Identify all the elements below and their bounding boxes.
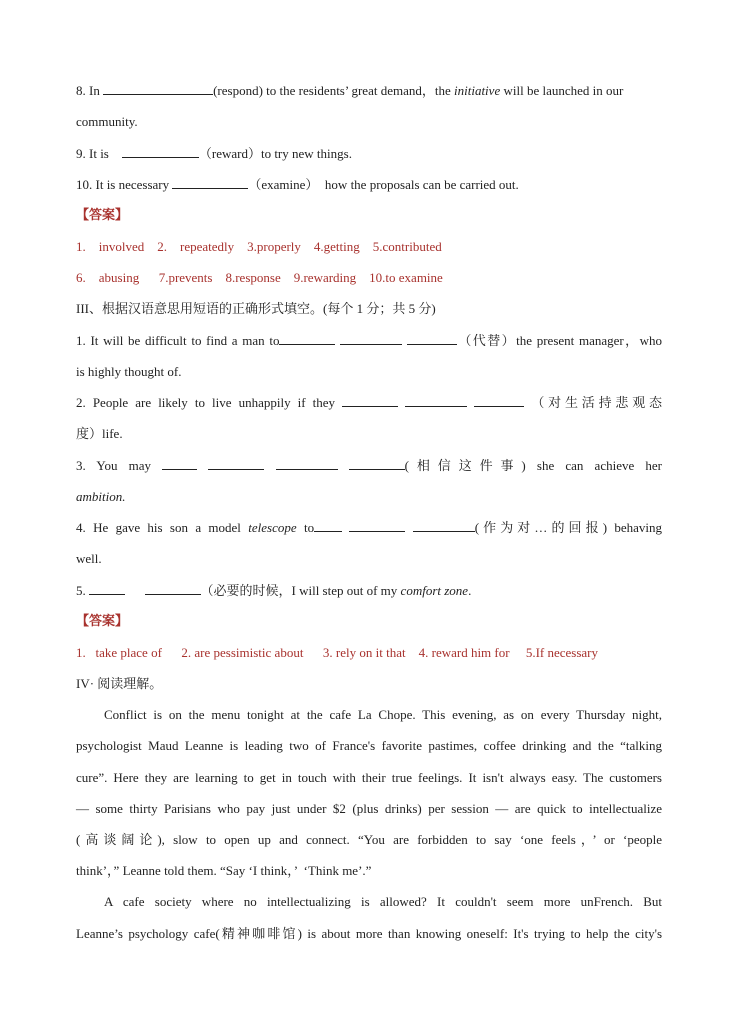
- phrase-1-line-1: 1. It will be difficult to find a man to （代替）the present manager，who: [76, 333, 663, 348]
- reading-p1-line-5: (高谈阔论), slow to open up and connect. “You are forbidden to say ‘one feels，’ or ‘people: [76, 832, 662, 847]
- blank[interactable]: [407, 332, 457, 345]
- blank[interactable]: [413, 519, 475, 532]
- question-8-line-1: 8. In (respond) to the residents’ great demand，the initiative will be launched in our: [76, 83, 624, 98]
- blank[interactable]: [474, 394, 524, 407]
- phrase-5: 5. （必要的时候，I will step out of my comfort zone.: [76, 583, 472, 598]
- blank[interactable]: [276, 457, 338, 470]
- reading-p2-line-1: A cafe society where no intellectualizing is allowed? It couldn't seem more unFrench. But: [104, 894, 662, 909]
- answer-label-1: 【答案】: [76, 208, 129, 223]
- reading-p1-line-3: cure”. Here they are learning to get in touch with their true feelings. It isn't always easy. The customers: [76, 770, 662, 785]
- blank[interactable]: [162, 457, 197, 470]
- blank[interactable]: [340, 332, 402, 345]
- phrase-4-line-1: 4. He gave his son a model telescope to (作为对…的回报) behaving: [76, 520, 662, 535]
- blank[interactable]: [342, 394, 398, 407]
- phrase-2-line-2: 度）life.: [76, 426, 123, 441]
- answers-2-row: 1. take place of 2. are pessimistic about 3. rely on it that 4. reward him for 5.If necessary: [76, 645, 599, 660]
- reading-p2-line-2: Leanne’s psychology cafe(精神咖啡馆) is about more than knowing oneself: It's trying to help the city's: [76, 926, 662, 941]
- section-4-title: IV· 阅读理解。: [76, 676, 163, 691]
- blank[interactable]: [103, 82, 213, 95]
- question-8-line-2: community.: [76, 114, 138, 129]
- blank[interactable]: [349, 519, 405, 532]
- blank[interactable]: [208, 457, 264, 470]
- phrase-4-line-2: well.: [76, 551, 102, 566]
- section-3-title: III、根据汉语意思用短语的正确形式填空。(每个 1 分；共 5 分): [76, 301, 436, 316]
- blank[interactable]: [145, 582, 201, 595]
- phrase-3-line-2: ambition.: [76, 489, 126, 504]
- phrase-3-line-1: 3. You may (相信这件事) she can achieve her: [76, 458, 663, 473]
- reading-p1-line-4: — some thirty Parisians who pay just under $2 (plus drinks) per session — are quick to intellectualize: [76, 801, 662, 816]
- answers-1-row-2: 6. abusing 7.prevents 8.response 9.rewarding 10.to examine: [76, 270, 443, 285]
- phrase-1-line-2: is highly thought of.: [76, 364, 182, 379]
- reading-p1-line-2: psychologist Maud Leanne is leading two of France's favorite pastimes, coffee drinking and the “talking: [76, 738, 662, 753]
- blank[interactable]: [172, 176, 248, 189]
- answers-1-row-1: 1. involved 2. repeatedly 3.properly 4.getting 5.contributed: [76, 239, 442, 254]
- phrase-2-line-1: 2. People are likely to live unhappily if they （对生活持悲观态: [76, 395, 663, 410]
- question-9: 9. It is （reward）to try new things.: [76, 146, 352, 161]
- reading-p1-line-6: think’，” Leanne told them. “Say ‘I think，’ ‘Think me’.”: [76, 863, 372, 878]
- blank[interactable]: [89, 582, 125, 595]
- blank[interactable]: [349, 457, 405, 470]
- reading-p1-line-1: Conflict is on the menu tonight at the cafe La Chope. This evening, as on every Thursday night,: [104, 707, 662, 722]
- blank[interactable]: [405, 394, 467, 407]
- question-10: 10. It is necessary （examine） how the proposals can be carried out.: [76, 177, 519, 192]
- blank[interactable]: [122, 145, 199, 158]
- answer-label-2: 【答案】: [76, 614, 129, 629]
- blank[interactable]: [279, 332, 335, 345]
- blank[interactable]: [314, 519, 342, 532]
